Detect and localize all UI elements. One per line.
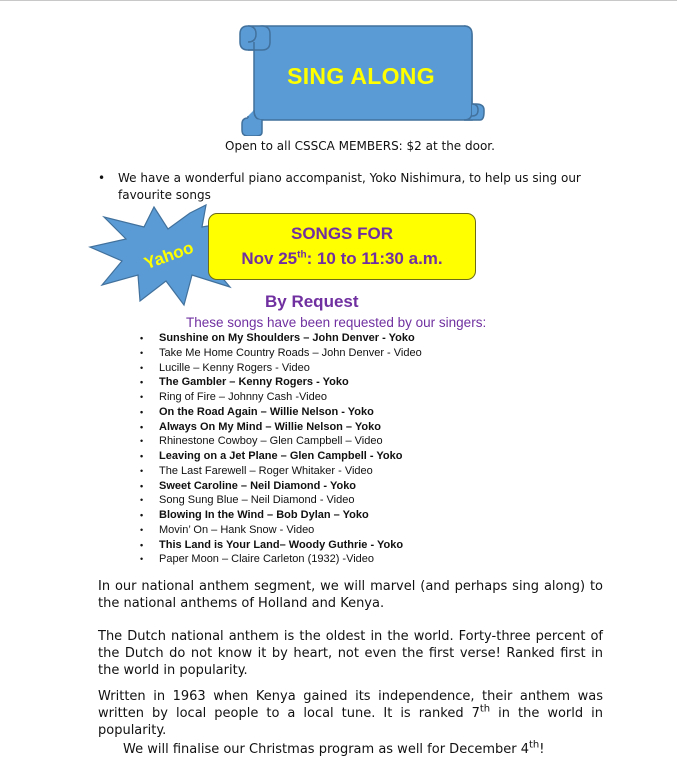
song-list-item [140,434,422,449]
song-title: Take Me Home Country Roads – John Denver - Video [159,346,422,359]
closing-text-part2: ! [539,742,545,757]
request-note: These songs have been requested by our singers: [186,315,487,330]
song-list-item [140,479,422,494]
song-list-item [140,331,422,346]
bullet-dot-icon: • [140,451,144,461]
song-title: On the Road Again – Willie Nelson - Yoko [159,405,374,418]
songs-box-title: SONGS FOR [290,224,393,243]
date-month-day: Nov 25 [241,249,298,268]
song-title: Movin’ On – Hank Snow - Video [159,523,315,536]
song-title: The Last Farewell – Roger Whitaker - Video [159,464,373,477]
page-top-border [0,0,677,1]
bullet-dot-icon: • [140,554,144,565]
bullet-dot-icon: • [140,524,144,535]
song-list-item [140,375,422,390]
song-list-item [140,420,422,435]
bullet-dot-icon: • [140,377,144,388]
starburst-label: Yahoo [141,237,197,274]
song-list-item [140,552,422,567]
song-title: The Gambler – Kenny Rogers - Yoko [159,376,349,389]
song-title: Lucille – Kenny Rogers - Video [159,361,310,374]
kenya-text-part2: in the world in popularity. [98,706,603,738]
song-list [140,331,422,567]
bullet-dot-icon: • [140,347,144,358]
song-list-item [140,464,422,479]
song-list-item [140,361,422,376]
members-price-line: Open to all CSSCA MEMBERS: $2 at the door. [225,139,495,153]
closing-sup: th [529,739,540,751]
songs-box-date [209,249,475,269]
song-title: Ring of Fire – Johnny Cash -Video [159,391,327,403]
bullet-dot-icon: • [140,362,144,373]
song-title: Song Sung Blue – Neil Diamond - Video [159,494,355,507]
kenya-paragraph [98,688,603,739]
song-list-item [140,405,422,420]
song-title: Blowing In the Wind – Bob Dylan – Yoko [159,509,369,521]
song-list-item [140,390,422,405]
anthem-paragraph: In our national anthem segment, we will marvel (and perhaps sing along) to the national anthems of Holland and Kenya. [98,579,603,611]
kenya-text-part1: Written in 1963 when Kenya gained its independence, their anthem was written by local people to a local tune. It is ranked 7 [98,689,603,721]
song-title: Rhinestone Cowboy – Glen Campbell – Video [159,435,383,448]
banner-title: SING ALONG [287,63,435,89]
bullet-dot-icon: • [140,495,144,506]
song-list-item [140,508,422,523]
song-list-item [140,346,422,361]
bullet-dot-icon: • [140,436,144,447]
song-title: Always On My Mind – Willie Nelson – Yoko [159,420,381,433]
bullet-dot-icon: • [140,510,144,520]
song-title: Paper Moon – Claire Carleton (1932) -Video [159,553,375,566]
bullet-dot-icon: • [140,465,144,476]
bullet-dot-icon: • [98,171,106,185]
song-list-item [140,449,422,464]
bullet-dot-icon: • [140,480,144,491]
song-title: Sweet Caroline – Neil Diamond - Yoko [159,479,357,492]
song-title: Leaving on a Jet Plane – Glen Campbell - Yoko [159,450,403,462]
song-list-item [140,493,422,508]
songs-date-box [208,213,476,280]
bullet-dot-icon: • [140,406,144,417]
kenya-sup: th [479,703,491,715]
song-title: This Land is Your Land– Woody Guthrie - Yoko [159,538,404,551]
bullet-dot-icon: • [140,333,144,343]
bullet-dot-icon: • [140,392,144,402]
intro-bullet-item [98,170,618,204]
song-list-item [140,538,422,553]
dutch-paragraph: The Dutch national anthem is the oldest in the world. Forty-three percent of the Dutch do not know it by heart, not even the first verse! Ranked first in the world in popularity. [98,629,603,678]
bullet-dot-icon: • [140,539,144,550]
date-suffix: th [297,249,307,261]
bullet-dot-icon: • [140,421,144,432]
by-request-heading: By Request [265,292,359,311]
intro-bullet-text: We have a wonderful piano accompanist, Yoko Nishimura, to help us sing our favourite songs [118,171,581,202]
closing-text-part1: We will finalise our Christmas program as well for December 4 [123,742,529,757]
closing-line [123,739,545,757]
song-list-item [140,523,422,538]
date-time: : 10 to 11:30 a.m. [306,249,443,268]
song-title: Sunshine on My Shoulders – John Denver - Yoko [159,332,415,344]
